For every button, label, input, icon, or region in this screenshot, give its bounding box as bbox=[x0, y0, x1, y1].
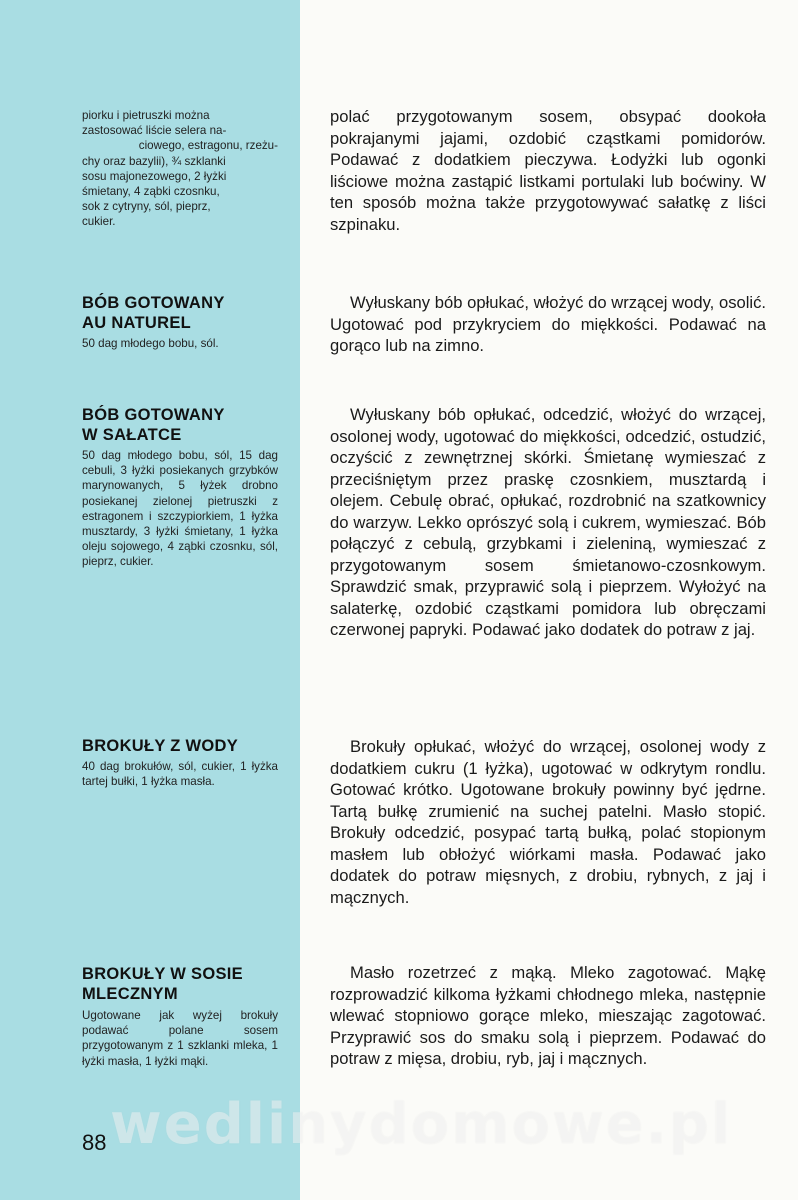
intro-ingredients-line: chy oraz bazylii), ¾ szklanki bbox=[82, 154, 226, 168]
recipe-title bbox=[82, 964, 292, 1004]
intro-ingredients-line: zastosować liście selera na- bbox=[82, 124, 227, 138]
recipe-ingredients bbox=[82, 336, 292, 351]
recipe-title bbox=[82, 405, 292, 445]
recipe-description: Wyłuskany bób opłukać, odcedzić, włożyć do wrzącej, osolonej wody, ugotować do miękkości, odcedzić, ostudzić, oczyścić z zewnętrznej skórki. Śmietanę wymieszać z przeciśniętym przez praskę czosnkiem, musztardą i olejem. Cebulę obrać, opłukać, rozdrobnić na szatkownicy do warzyw. Lekko oprószyć solą i cukrem, wymieszać. Bób połączyć z cebulą, grzybkami i zieleniną, wymieszać z przygotowanym sosem śmietanowo-czosnkowym. Sprawdzić smak, przyprawić solą i pieprzem. Wyłożyć na salaterkę, ozdobić cząstkami pomidora lub obręczami czerwonej papryki. Podawać jako dodatek do potraw z jaj. bbox=[330, 405, 766, 639]
intro-ingredients-line: sosu majonezowego, 2 łyżki bbox=[82, 169, 227, 183]
recipe-title-line: AU NATUREL bbox=[82, 314, 192, 332]
intro-ingredients bbox=[82, 108, 278, 230]
intro-ingredients-line: sok z cytryny, sól, pieprz, bbox=[82, 200, 211, 214]
recipe-title-line: BROKUŁY W SOSIE bbox=[82, 965, 243, 983]
recipe-description: Brokuły opłukać, włożyć do wrzącej, osolonej wody z dodatkiem cukru (1 łyżka), ugotować w odkrytym rondlu. Gotować krótko. Ugotowane brokuły powinny być jędrne. Tartą bułkę zrumienić na suchej patelni. Masło stopić. Brokuły odcedzić, posypać tartą bułką, polać stopionym masłem lub obłożyć wiórkami masła. Podawać jako dodatek do potraw mięsnych, z drobiu, rybnych, z jaj i mącznych. bbox=[330, 737, 766, 907]
recipe-description-block bbox=[330, 962, 766, 1070]
recipe-description: Wyłuskany bób opłukać, włożyć do wrzącej wody, osolić. Ugotować pod przykryciem do miękkości. Podawać na gorąco lub na zimno. bbox=[330, 293, 766, 355]
recipe-title-line: BÓB GOTOWANY bbox=[82, 294, 225, 312]
recipe-ingredients bbox=[82, 759, 278, 789]
recipe-ingredients bbox=[82, 448, 278, 570]
recipe-description-block bbox=[330, 404, 766, 641]
recipe-description-block bbox=[330, 292, 766, 357]
recipe-title bbox=[82, 293, 292, 333]
recipe-ingredients-text: Ugotowane jak wyżej brokuły podawać polane sosem przygotowanym z 1 szklanki mleka, 1 łyżki masła, 1 łyżki mąki. bbox=[82, 1009, 278, 1068]
intro-ingredients-line: ciowego, estragonu, rzeżu- bbox=[138, 139, 278, 153]
page-number: 88 bbox=[82, 1130, 107, 1155]
recipe-ingredients-text: 40 dag brokułów, sól, cukier, 1 łyżka tartej bułki, 1 łyżka masła. bbox=[82, 760, 278, 789]
recipe-title bbox=[82, 736, 292, 756]
recipe-ingredients-text: 50 dag młodego bobu, sól. bbox=[82, 337, 219, 350]
watermark: wedlinydomowe.pl bbox=[110, 1092, 733, 1157]
recipe-ingredients bbox=[82, 1008, 278, 1069]
intro-ingredients-line: piorku i pietruszki można bbox=[82, 109, 210, 122]
intro-description-block bbox=[330, 106, 766, 235]
recipe-ingredients-text: 50 dag młodego bobu, sól, 15 dag cebuli, 3 łyżki posiekanych grzybków marynowanych, 5 łyżek drobno posiekanej zielonej pietruszki z estragonem i szczypiorkiem, 1 łyżka musztardy, 3 łyżki śmietany, 1 łyżka oleju sojowego, 4 ząbki czosnku, sól, pieprz, cukier. bbox=[82, 449, 278, 569]
recipe-title-line: MLECZNYM bbox=[82, 985, 178, 1003]
intro-description: polać przygotowanym sosem, obsypać dookoła pokrajanymi jajami, ozdobić cząstkami pomidorów. Podawać z dodatkiem pieczywa. Łodyżki lub ogonki liściowe można zastąpić listkami portulaki lub boćwiny. W ten sposób można także przygotowywać sałatkę z liści szpinaku. bbox=[330, 107, 766, 234]
recipe-description: Masło rozetrzeć z mąką. Mleko zagotować. Mąkę rozprowadzić kilkoma łyżkami chłodnego mleka, następnie wlewać stopniowo gorące mleko, mieszając zagotować. Przyprawić sos do smaku solą i pieprzem. Podawać do potraw z mięsa, drobiu, ryb, jaj i mącznych. bbox=[330, 963, 766, 1068]
intro-ingredients-line: cukier. bbox=[82, 215, 116, 229]
recipe-title-line: BROKUŁY Z WODY bbox=[82, 737, 239, 755]
recipe-title-line: BÓB GOTOWANY bbox=[82, 406, 225, 424]
recipe-title-line: W SAŁATCE bbox=[82, 426, 182, 444]
recipe-description-block bbox=[330, 736, 766, 908]
intro-ingredients-line: śmietany, 4 ząbki czosnku, bbox=[82, 185, 220, 199]
